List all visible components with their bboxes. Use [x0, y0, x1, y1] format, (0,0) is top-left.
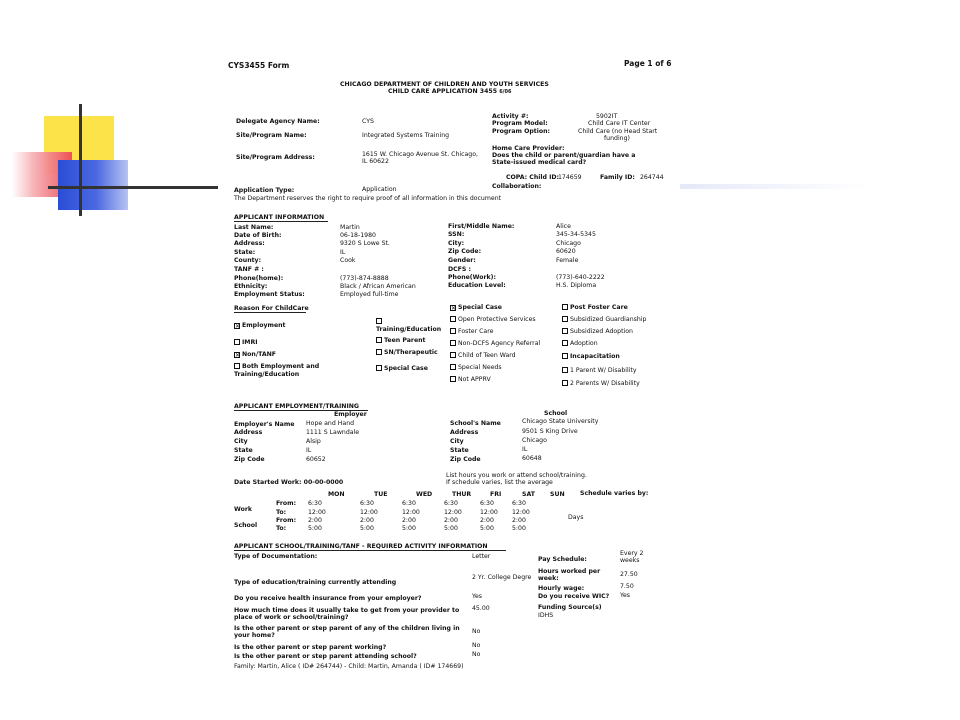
reserve-note: The Department reserves the right to require proof of all information in this document: [234, 195, 502, 202]
employer-name-label: Employer's Name: [234, 421, 295, 428]
work-phone-label: Phone(Work):: [448, 274, 496, 281]
schedule-cell: 2:00: [402, 517, 416, 524]
post-foster-heading: Post Foster Care: [562, 304, 628, 311]
list-hours-note-2: If schedule varies, list the average: [446, 479, 553, 486]
school-city-label: City: [450, 438, 464, 445]
foster-checkbox[interactable]: [450, 328, 456, 334]
form-code: CYS3455 Form: [228, 61, 290, 70]
reason-both-2: Training/Education: [234, 371, 300, 378]
travel-time-label-1: How much time does it usually take to get from your provider to: [234, 607, 460, 614]
applicant-city-value: Chicago: [556, 240, 581, 247]
schedule-cell: 5:00: [402, 525, 416, 532]
schedule-cell: 6:30: [444, 500, 458, 507]
program-option-label: Program Option:: [492, 128, 550, 135]
school-state-value: IL: [522, 446, 528, 453]
other-parent-value: No: [472, 628, 481, 635]
schedule-cell: 12:00: [360, 509, 378, 516]
school-address-value: 9501 S King Drive: [522, 428, 578, 435]
form-title: CHILD CARE APPLICATION 3455 6/06: [388, 88, 512, 95]
sc-notapprv: Not APPRV: [450, 376, 491, 383]
pf-p2: 2 Parents W/ Disability: [562, 380, 640, 387]
school-state-label: State: [450, 447, 469, 454]
reason-both: Both Employment and: [234, 363, 319, 370]
pf-guard: Subsidized Guardianship: [562, 316, 646, 323]
decor-blue-square: [58, 160, 128, 210]
pf-incap: Incapacitation: [562, 353, 620, 360]
dob-value: 06-18-1980: [340, 232, 376, 239]
list-hours-note-1: List hours you work or attend school/training.: [446, 472, 587, 479]
family-id-value: 264744: [640, 174, 664, 181]
post-foster-checkbox[interactable]: [562, 304, 568, 310]
applicant-address-label: Address:: [234, 240, 265, 247]
schedule-cell: 5:00: [360, 525, 374, 532]
schedule-cell: 2:00: [308, 517, 322, 524]
program-model-value: Child Care IT Center: [588, 120, 651, 127]
schedule-cell: 5:00: [444, 525, 458, 532]
work-to-label: To:: [276, 509, 287, 516]
employer-state-label: State: [234, 447, 253, 454]
site-label: Site/Program Name:: [236, 132, 307, 139]
employer-city-label: City: [234, 438, 248, 445]
program-option-value-1: Child Care (no Head Start: [578, 128, 658, 135]
other-parent-label-2: your home?: [234, 632, 275, 639]
family-id-label: Family ID:: [600, 174, 635, 181]
school-from-label: From:: [276, 517, 297, 524]
activity-label: Activity #:: [492, 113, 529, 120]
schedule-cell: 6:30: [512, 500, 526, 507]
pf-p1: 1 Parent W/ Disability: [562, 367, 637, 374]
education-level-label: Education Level:: [448, 282, 506, 289]
delegate-value: CYS: [362, 118, 374, 125]
school-to-label: To:: [276, 525, 287, 532]
wic-value: Yes: [620, 592, 630, 599]
employer-address-label: Address: [234, 429, 263, 436]
school-zip-value: 60648: [522, 455, 542, 462]
training-checkbox[interactable]: [376, 318, 382, 324]
date-started-work: Date Started Work: 00-00-0000: [234, 479, 344, 486]
schedule-varies-value: Days: [568, 514, 584, 521]
travel-time-label-2: place of work or school/training?: [234, 614, 349, 621]
copa-value: 174659: [558, 174, 582, 181]
reason-nontanf: ✕ Non/TANF: [235, 351, 277, 359]
special-case-main-checkbox[interactable]: ✕: [451, 305, 457, 312]
day-header: MON: [328, 491, 345, 498]
activity-heading: APPLICANT SCHOOL/TRAINING/TANF - REQUIRED ACTIVITY INFORMATION: [234, 543, 488, 550]
p1-checkbox[interactable]: [562, 367, 568, 373]
pay-schedule-value-2: weeks: [620, 557, 640, 564]
last-name-label: Last Name:: [234, 224, 274, 231]
reason-special-case: Special Case: [376, 365, 428, 372]
teen-checkbox[interactable]: [376, 337, 382, 343]
schedule-cell: 6:30: [402, 500, 416, 507]
sc-teenward: Child of Teen Ward: [450, 352, 516, 359]
ssn-value: 345-34-5345: [556, 231, 596, 238]
incap-checkbox[interactable]: [562, 353, 568, 359]
application-type-value: Application: [362, 186, 397, 193]
home-phone-label: Phone(home):: [234, 275, 284, 282]
school-name-label: School's Name: [450, 420, 501, 427]
page-number: Page 1 of 6: [624, 59, 672, 68]
sc-ops: Open Protective Services: [450, 316, 536, 323]
special-case-heading: ✕ Special Case: [451, 304, 502, 312]
day-header: THUR: [452, 491, 472, 498]
schedule-cell: 2:00: [360, 517, 374, 524]
day-header: FRI: [490, 491, 502, 498]
site-value: Integrated Systems Training: [362, 132, 450, 139]
first-name-label: First/Middle Name:: [448, 223, 515, 230]
day-header: SUN: [550, 491, 565, 498]
medical-card-label-2: State-issued medical card?: [492, 159, 587, 166]
employer-header: Employer: [334, 411, 367, 418]
hours-value: 27.50: [620, 571, 638, 578]
teenward-checkbox[interactable]: [450, 352, 456, 358]
activity-value: 5902IT: [596, 113, 618, 120]
county-value: Cook: [340, 257, 356, 264]
schedule-cell: 5:00: [512, 525, 526, 532]
pf-adoption: Adoption: [562, 340, 598, 347]
reason-employment: ✕ Employment: [235, 322, 286, 330]
ssn-label: SSN:: [448, 231, 465, 238]
schedule-varies-label: Schedule varies by:: [580, 490, 649, 497]
wage-value: 7.50: [620, 583, 634, 590]
schedule-cell: 2:00: [512, 517, 526, 524]
address-label: Site/Program Address:: [236, 154, 315, 161]
school-row-label: School: [234, 522, 258, 529]
insurance-value: Yes: [472, 593, 482, 600]
education-level-value: H.S. Diploma: [556, 282, 597, 289]
program-option-value-2: funding): [604, 135, 630, 142]
medical-card-label-1: Does the child or parent/guardian have a: [492, 152, 636, 159]
schedule-cell: 6:30: [308, 500, 322, 507]
employer-address-value: 1111 S Lawndale: [306, 429, 360, 436]
sc-needs: Special Needs: [450, 364, 502, 371]
ops-checkbox[interactable]: [450, 316, 456, 322]
hours-label-2: week:: [538, 575, 559, 582]
sn-checkbox[interactable]: [376, 349, 382, 355]
schedule-cell: 12:00: [308, 509, 326, 516]
sc-nondcfs: Non-DCFS Agency Referral: [450, 340, 540, 347]
employer-zip-label: Zip Code: [234, 456, 265, 463]
employment-heading: APPLICANT EMPLOYMENT/TRAINING: [234, 403, 360, 410]
school-address-label: Address: [450, 429, 479, 436]
reason-heading: Reason For ChildCare: [234, 305, 309, 312]
day-header: SAT: [522, 491, 535, 498]
employer-zip-value: 60652: [306, 456, 326, 463]
applicant-state-label: State:: [234, 249, 256, 256]
employment-status-value: Employed full-time: [340, 291, 399, 298]
employment-checkbox[interactable]: ✕: [235, 323, 241, 330]
address-value-1: 1615 W. Chicago Avenue St. Chicago,: [362, 151, 478, 158]
guard-checkbox[interactable]: [562, 316, 568, 322]
other-parent-working-label: Is the other parent or step parent working?: [234, 644, 387, 651]
nontanf-checkbox[interactable]: ✕: [235, 352, 241, 359]
wic-label: Do you receive WIC?: [538, 593, 610, 600]
wage-label: Hourly wage:: [538, 585, 585, 592]
applicant-address-value: 9320 S Lowe St.: [340, 240, 390, 247]
ethnicity-label: Ethnicity:: [234, 283, 268, 290]
documentation-value: Letter: [472, 553, 491, 560]
education-type-label: Type of education/training currently attending: [234, 579, 397, 586]
decor-title-bar: [676, 184, 868, 189]
hours-label-1: Hours worked per: [538, 568, 601, 575]
application-type-label: Application Type:: [234, 187, 295, 194]
copa-label: COPA: Child ID:: [506, 174, 559, 181]
school-header: School: [544, 410, 568, 417]
work-from-label: From:: [276, 500, 297, 507]
schedule-cell: 12:00: [402, 509, 420, 516]
applicant-zip-label: Zip Code:: [448, 248, 482, 255]
school-name-value: Chicago State University: [522, 418, 599, 425]
dob-label: Date of Birth:: [234, 232, 282, 239]
special-case-checkbox[interactable]: [376, 365, 382, 371]
program-model-label: Program Model:: [492, 120, 548, 127]
school-city-value: Chicago: [522, 437, 547, 444]
employer-name-value: Hope and Hand: [306, 420, 355, 427]
documentation-label: Type of Documentation:: [234, 553, 318, 560]
pay-schedule-label: Pay Schedule:: [538, 556, 587, 563]
applicant-info-heading: APPLICANT INFORMATION: [234, 214, 325, 221]
employer-state-value: IL: [306, 447, 312, 454]
adoption-checkbox[interactable]: [562, 340, 568, 346]
schedule-cell: 5:00: [480, 525, 494, 532]
footer-family: Family: Martin, Alice ( ID# 264744) - Child: Martin, Amanda ( ID# 174669): [234, 663, 464, 670]
work-row-label: Work: [234, 506, 253, 513]
other-parent-label-1: Is the other parent or step parent of any of the children living in: [234, 625, 460, 632]
reason-teen: Teen Parent: [376, 337, 426, 344]
home-care-label: Home Care Provider:: [492, 145, 565, 152]
schedule-cell: 2:00: [444, 517, 458, 524]
county-label: County:: [234, 257, 262, 264]
day-header: WED: [416, 491, 433, 498]
gender-value: Female: [556, 257, 579, 264]
pay-schedule-value-1: Every 2: [620, 550, 644, 557]
funding-value: IDHS: [538, 612, 554, 619]
other-parent-working-value: No: [472, 642, 481, 649]
last-name-value: Martin: [340, 224, 360, 231]
applicant-city-label: City:: [448, 240, 465, 247]
insurance-label: Do you receive health insurance from your employer?: [234, 595, 422, 602]
reason-training: Training/Education: [376, 326, 442, 333]
funding-label: Funding Source(s): [538, 604, 602, 611]
other-parent-school-label: Is the other parent or step parent attending school?: [234, 653, 417, 660]
applicant-zip-value: 60620: [556, 248, 576, 255]
notapprv-checkbox[interactable]: [450, 376, 456, 382]
schedule-cell: 12:00: [512, 509, 530, 516]
collaboration-label: Collaboration:: [492, 183, 542, 190]
schedule-cell: 12:00: [444, 509, 462, 516]
applicant-state-value: IL: [340, 249, 346, 256]
schedule-cell: 5:00: [308, 525, 322, 532]
nondcfs-checkbox[interactable]: [450, 340, 456, 346]
schedule-cell: 6:30: [480, 500, 494, 507]
first-name-value: Alice: [556, 223, 571, 230]
department-name: CHICAGO DEPARTMENT OF CHILDREN AND YOUTH SERVICES: [340, 81, 549, 88]
day-header: TUE: [374, 491, 388, 498]
dcfs-label: DCFS :: [448, 266, 471, 273]
school-zip-label: Zip Code: [450, 456, 481, 463]
decor-horizontal-line: [48, 186, 218, 189]
tanf-label: TANF # :: [234, 266, 264, 273]
education-type-value: 2 Yr. College Degre: [472, 574, 532, 581]
p2-checkbox[interactable]: [562, 380, 568, 386]
schedule-cell: 12:00: [480, 509, 498, 516]
training-checkbox-row: [376, 318, 384, 325]
home-phone-value: (773)-874-8888: [340, 275, 389, 282]
other-parent-school-value: No: [472, 651, 481, 658]
schedule-cell: 6:30: [360, 500, 374, 507]
gender-label: Gender:: [448, 257, 476, 264]
travel-time-value: 45.00: [472, 605, 490, 612]
decor-vertical-line: [79, 104, 82, 216]
imri-checkbox[interactable]: [234, 339, 240, 345]
pf-adopt-sub: Subsidized Adoption: [562, 328, 633, 335]
scanned-form: [224, 50, 680, 690]
employer-city-value: Alsip: [306, 438, 321, 445]
ethnicity-value: Black / African American: [340, 283, 416, 290]
sc-foster: Foster Care: [450, 328, 493, 335]
work-phone-value: (773)-640-2222: [556, 274, 605, 281]
delegate-label: Delegate Agency Name:: [236, 118, 320, 125]
reason-imri: IMRI: [234, 339, 258, 346]
employment-status-label: Employment Status:: [234, 291, 305, 298]
schedule-cell: 2:00: [480, 517, 494, 524]
reason-sn: SN/Therapeutic: [376, 349, 438, 356]
needs-checkbox[interactable]: [450, 364, 456, 370]
both-checkbox[interactable]: [234, 363, 240, 369]
address-value-2: IL 60622: [362, 158, 389, 165]
adopt-sub-checkbox[interactable]: [562, 328, 568, 334]
